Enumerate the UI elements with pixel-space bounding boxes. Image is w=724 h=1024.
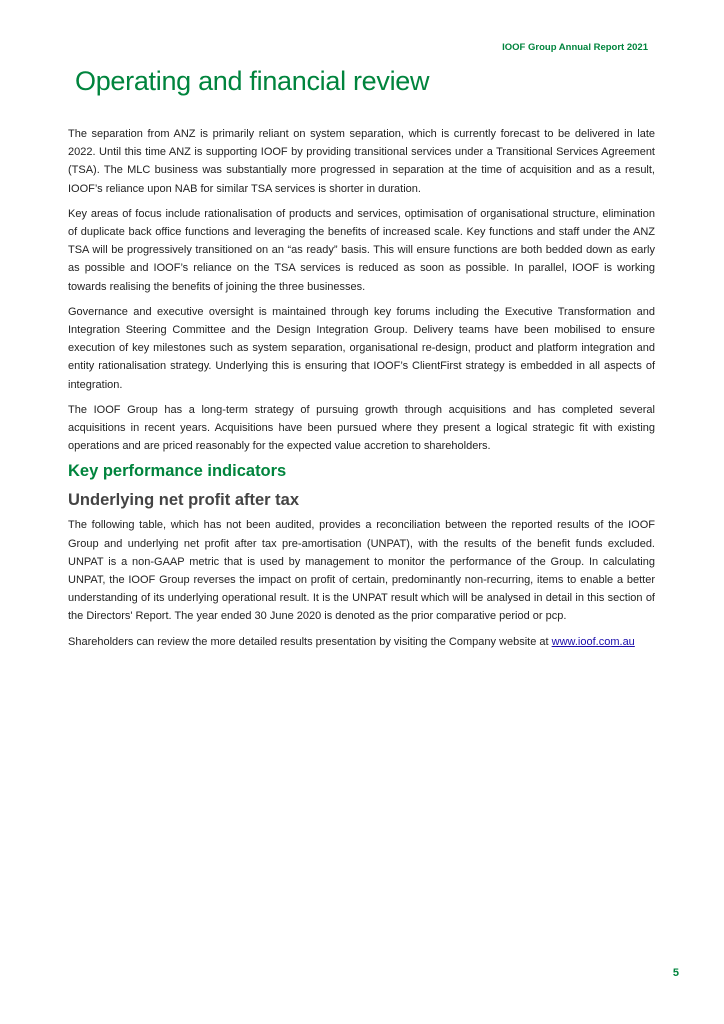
paragraph-anz-separation: The separation from ANZ is primarily reliant on system separation, which is currently forecast to be delivered in late 2022. Until this time ANZ is supporting IOOF by providing transitional services under a Transitional Services Agreement (TSA). The MLC business was substantially more progressed in separation at the time of acquisition and as a result, IOOF’s reliance upon NAB for similar TSA services is shorter in duration. xyxy=(68,128,655,195)
unpat-heading: Underlying net profit after tax xyxy=(68,491,300,510)
paragraph-unpat: The following table, which has not been audited, provides a reconciliation between the reported results of the IOOF Group and underlying net profit after tax pre-amortisation (UNPAT), with the results of the benefit funds excluded. UNPAT is a non-GAAP metric that is used by management to monitor the performance of the Group. In calculating UNPAT, the IOOF Group reverses the impact on profit of certain, predominantly non-recurring, items to enable a better understanding of its underlying operational result. It is the UNPAT result which will be analysed in detail in this section of the Directors' Report. The year ended 30 June 2020 is denoted as the prior comparative period or pcp. xyxy=(68,519,655,623)
paragraph-governance: Governance and executive oversight is maintained through key forums including the Executive Transformation and Integration Steering Committee and the Design Integration Group. Delivery teams have been mobilised to ensure execution of key milestones such as system separation, organisational re-design, product and platform integration and entity rationalisation strategy. Underlying this is ensuring that IOOF’s ClientFirst strategy is embedded in all aspects of integration. xyxy=(68,305,655,391)
shareholders-text: Shareholders can review the more detailed results presentation by visiting the Company website at xyxy=(68,635,552,648)
paragraph-growth-strategy: The IOOF Group has a long-term strategy of pursuing growth through acquisitions and has completed several acquisitions in recent years. Acquisitions have been pursued where they present a logical strategic fit with existing operations and are priced reasonably for the expected value accretion to shareholders. xyxy=(68,403,655,453)
report-header: IOOF Group Annual Report 2021 xyxy=(502,42,648,53)
website-link[interactable]: www.ioof.com.au xyxy=(551,635,635,648)
page-number: 5 xyxy=(672,967,679,979)
page-title: Operating and financial review xyxy=(75,66,430,96)
paragraph-key-focus-areas: Key areas of focus include rationalisation of products and services, optimisation of organisational structure, elimination of duplicate back office functions and leveraging the benefits of increased scale. Key functions and staff under the ANZ TSA will be progressively transitioned on an “as ready” basis. This will ensure functions are both bedded down as early as possible and IOOF’s reliance on the TSA services is reduced as soon as possible. In parallel, IOOF is working towards realising the benefits of joining the three businesses. xyxy=(68,207,655,293)
kpi-heading: Key performance indicators xyxy=(68,462,287,481)
paragraph-shareholders xyxy=(68,633,655,651)
main-content xyxy=(68,125,655,658)
